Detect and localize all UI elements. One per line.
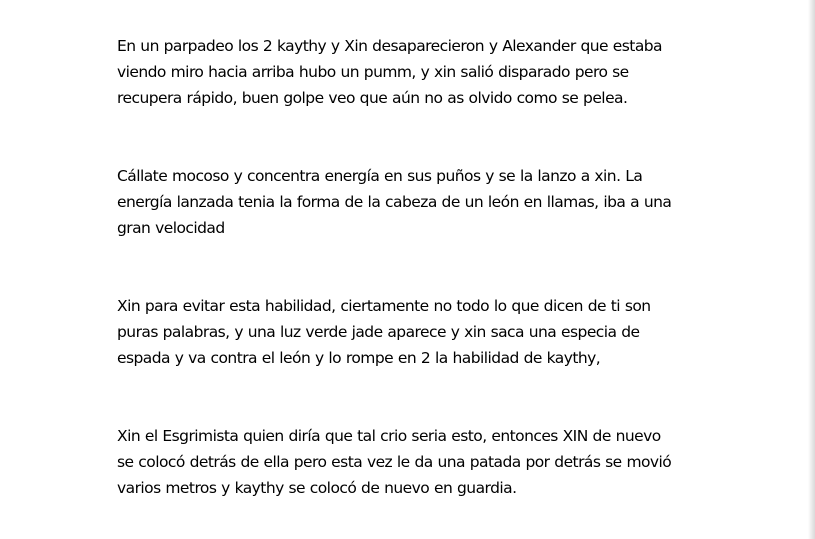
document-body [117,33,717,501]
page-edge-shadow [808,0,815,539]
paragraph-4: Xin el Esgrimista quien diría que tal crio seria esto, entonces XIN de nuevo se colocó detrás de ella pero esta vez le da una patada por detrás se movió varios metros y kaythy se colocó de nuevo en guardia. [117,427,672,497]
paragraph-1: En un parpadeo los 2 kaythy y Xin desaparecieron y Alexander que estaba viendo miro hacia arriba hubo un pumm, y xin salió disparado pero se recupera rápido, buen golpe veo que aún no as olvido como se pelea. [117,37,663,107]
paragraph-spacer [117,371,717,423]
paragraph-3: Xin para evitar esta habilidad, ciertamente no todo lo que dicen de ti son puras palabras, y una luz verde jade aparece y xin saca una especia de espada y va contra el león y lo rompe en 2 la habilidad de kaythy, [117,297,651,367]
paragraph-2: Cállate mocoso y concentra energía en sus puños y se la lanzo a xin. La energía lanzada tenia la forma de la cabeza de un león en llamas, iba a una gran velocidad [117,167,672,237]
paragraph-spacer [117,111,717,163]
paragraph-spacer [117,241,717,293]
